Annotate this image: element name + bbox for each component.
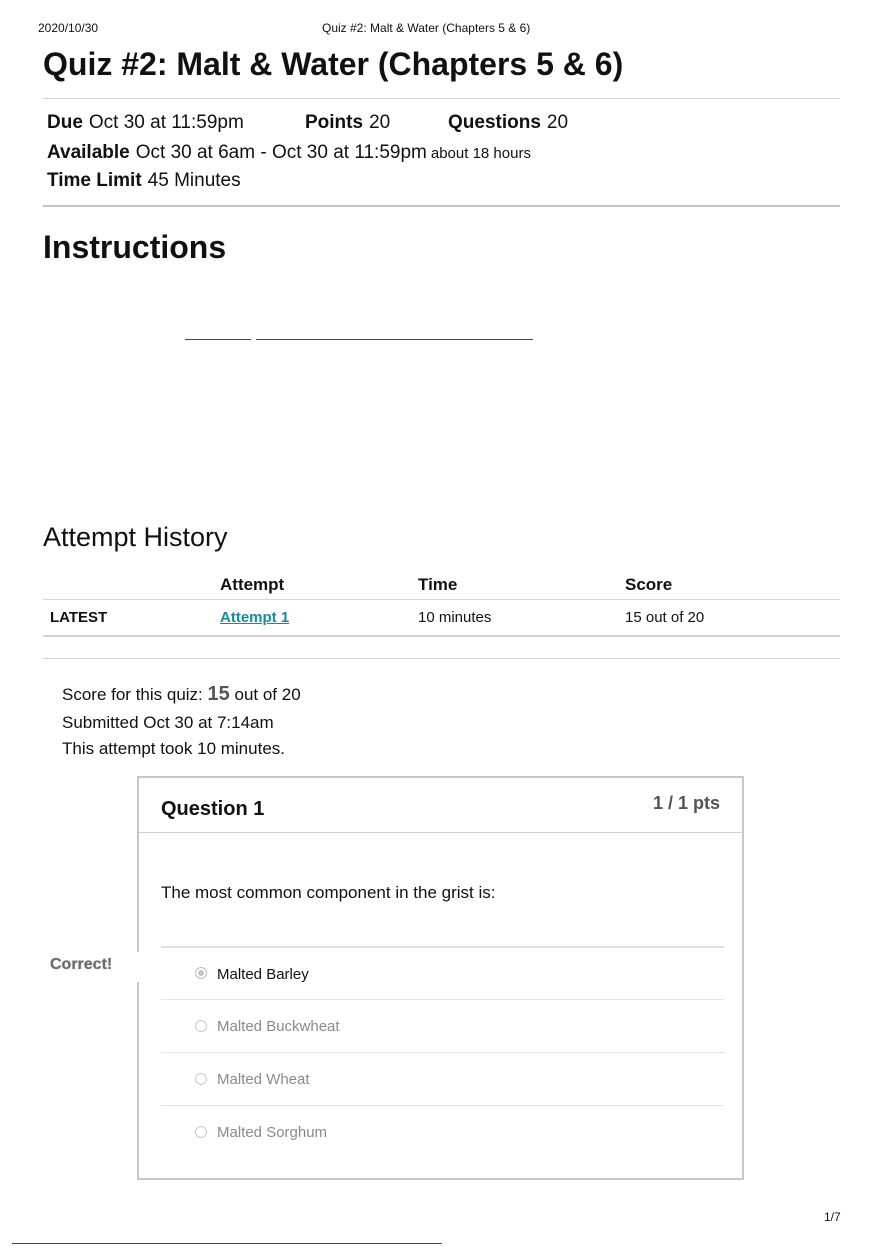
instructions-blank-line xyxy=(185,339,251,340)
answer-option: Malted Wheat xyxy=(217,1071,310,1088)
table-header-attempt: Attempt xyxy=(220,575,285,594)
answer-option: Malted Sorghum xyxy=(217,1124,328,1141)
score-prefix: Score for this quiz: xyxy=(62,685,203,704)
print-page-title: Quiz #2: Malt & Water (Chapters 5 & 6) xyxy=(322,21,531,35)
attempt-1-link[interactable]: Attempt 1 xyxy=(220,609,290,626)
questions-info xyxy=(448,112,568,134)
quiz-score xyxy=(62,683,301,706)
row-latest-label: LATEST xyxy=(50,609,108,626)
time-limit-value: 45 Minutes xyxy=(147,170,241,191)
answer-option: Malted Buckwheat xyxy=(217,1018,340,1035)
details-divider xyxy=(43,205,840,207)
question-points: 1 / 1 pts xyxy=(652,793,720,813)
table-header-score: Score xyxy=(625,575,673,594)
question-header xyxy=(139,778,742,833)
radio-icon xyxy=(195,967,207,979)
score-value: 15 xyxy=(207,683,230,705)
question-card xyxy=(137,776,744,1180)
attempt-history-heading: Attempt History xyxy=(43,522,228,552)
radio-icon xyxy=(195,1073,207,1085)
points-value: 20 xyxy=(369,112,391,133)
radio-icon xyxy=(195,1126,207,1138)
row-score: 15 out of 20 xyxy=(625,609,705,626)
questions-value: 20 xyxy=(546,112,569,133)
available-label: Available xyxy=(47,142,130,163)
answer-option: Malted Barley xyxy=(217,966,309,983)
points-info xyxy=(305,112,390,134)
attempt-duration: This attempt took 10 minutes. xyxy=(62,739,285,758)
row-time: 10 minutes xyxy=(418,609,492,626)
correct-arrow xyxy=(137,952,163,982)
available-value: Oct 30 at 6am - Oct 30 at 11:59pm xyxy=(135,142,427,163)
instructions-heading: Instructions xyxy=(43,229,227,265)
due-value: Oct 30 at 11:59pm xyxy=(88,112,244,133)
score-suffix: out of 20 xyxy=(234,685,301,704)
result-divider xyxy=(43,658,840,659)
radio-icon xyxy=(195,1020,207,1032)
table-header-time: Time xyxy=(418,575,458,594)
correct-badge: Correct! xyxy=(50,956,113,973)
question-text: The most common component in the grist is: xyxy=(161,883,496,902)
print-date: 2020/10/30 xyxy=(38,21,99,35)
table-header-divider xyxy=(43,599,840,600)
answer-divider xyxy=(161,1105,724,1106)
table-bottom-divider xyxy=(43,635,840,637)
instructions-blank-line xyxy=(256,339,533,340)
time-limit-info xyxy=(47,170,241,192)
question-title: Question 1 xyxy=(161,798,265,820)
available-note: about 18 hours xyxy=(430,145,531,162)
due-info xyxy=(47,112,244,134)
due-label: Due xyxy=(47,112,83,133)
title-divider xyxy=(43,98,840,99)
available-info xyxy=(47,142,531,164)
quiz-title: Quiz #2: Malt & Water (Chapters 5 & 6) xyxy=(43,46,624,82)
page-number: 1/7 xyxy=(824,1210,841,1224)
answer-divider xyxy=(161,999,724,1000)
answer-divider xyxy=(161,946,724,948)
footer-rule xyxy=(12,1243,442,1244)
submitted-time: Submitted Oct 30 at 7:14am xyxy=(62,713,274,732)
questions-label: Questions xyxy=(448,112,541,133)
answer-divider xyxy=(161,1052,724,1053)
points-label: Points xyxy=(305,112,364,133)
time-limit-label: Time Limit xyxy=(47,170,142,191)
